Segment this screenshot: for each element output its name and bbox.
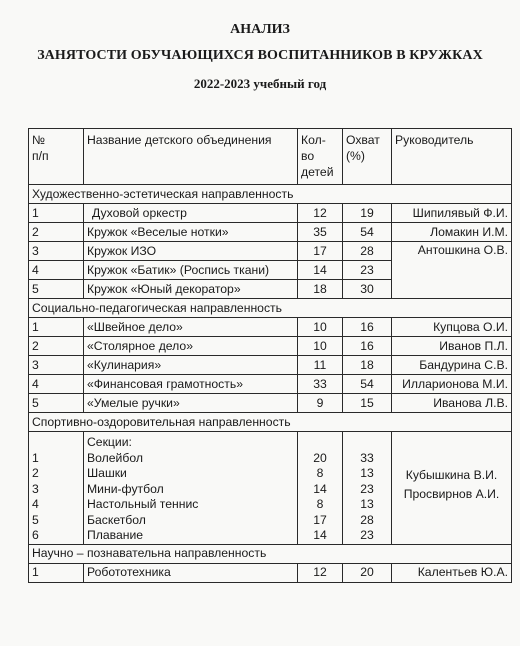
row-number: 2 bbox=[29, 337, 84, 356]
header-number: № п/п bbox=[29, 129, 84, 185]
row-leader: Иванова Л.В. bbox=[392, 394, 512, 413]
section-row bbox=[29, 299, 512, 318]
row-count: 12 bbox=[298, 204, 343, 223]
header-leader: Руководитель bbox=[392, 129, 512, 185]
row-reaches: 33 13 23 13 28 23 bbox=[343, 432, 392, 545]
row-count: 18 bbox=[298, 280, 343, 299]
row-names: Секции: Волейбол Шашки Мини-футбол Настольный теннис Баскетбол Плавание bbox=[84, 432, 298, 545]
row-count: 9 bbox=[298, 394, 343, 413]
section-row bbox=[29, 413, 512, 432]
row-name: Духовой оркестр bbox=[84, 204, 298, 223]
section-row bbox=[29, 185, 512, 204]
table-row bbox=[29, 394, 512, 413]
row-leader: Купцова О.И. bbox=[392, 318, 512, 337]
row-leader: Калентьев Ю.А. bbox=[392, 563, 512, 582]
row-count: 14 bbox=[298, 261, 343, 280]
table-row bbox=[29, 563, 512, 582]
row-number: 4 bbox=[29, 375, 84, 394]
row-reach: 54 bbox=[343, 223, 392, 242]
row-leader: Ломакин И.М. bbox=[392, 223, 512, 242]
row-reach: 20 bbox=[343, 563, 392, 582]
header-count: Кол- во детей bbox=[298, 129, 343, 185]
row-leader: Шипилявый Ф.И. bbox=[392, 204, 512, 223]
school-year: 2022-2023 учебный год bbox=[193, 76, 327, 91]
row-leader: Бандурина С.В. bbox=[392, 356, 512, 375]
row-name: «Умелые ручки» bbox=[84, 394, 298, 413]
row-count: 17 bbox=[298, 242, 343, 261]
row-reach: 16 bbox=[343, 337, 392, 356]
document-title: АНАЛИЗ bbox=[230, 22, 290, 37]
table-row bbox=[29, 318, 512, 337]
row-name: «Швейное дело» bbox=[84, 318, 298, 337]
table-row bbox=[29, 356, 512, 375]
section-row bbox=[29, 544, 512, 563]
row-count: 10 bbox=[298, 318, 343, 337]
row-name: «Столярное дело» bbox=[84, 337, 298, 356]
row-number: 3 bbox=[29, 356, 84, 375]
activity-table bbox=[28, 128, 512, 583]
section-title: Художественно-эстетическая направленность bbox=[29, 185, 512, 204]
row-number: 2 bbox=[29, 223, 84, 242]
section-title: Социально-педагогическая направленность bbox=[29, 299, 512, 318]
header-name: Название детского объединения bbox=[84, 129, 298, 185]
row-name: Кружок «Веселые нотки» bbox=[84, 223, 298, 242]
row-number: 5 bbox=[29, 394, 84, 413]
row-number: 4 bbox=[29, 261, 84, 280]
row-leader: Антошкина О.В. bbox=[392, 242, 512, 299]
table-row bbox=[29, 337, 512, 356]
row-count: 12 bbox=[298, 563, 343, 582]
row-name: «Кулинария» bbox=[84, 356, 298, 375]
table-row bbox=[29, 242, 512, 261]
sports-leaders: Кубышкина В.И. Просвирнов А.И. bbox=[392, 432, 512, 545]
row-count: 33 bbox=[298, 375, 343, 394]
row-number: 1 bbox=[29, 318, 84, 337]
row-number: 5 bbox=[29, 280, 84, 299]
group-label: Секции: bbox=[87, 435, 132, 449]
row-reach: 54 bbox=[343, 375, 392, 394]
row-reach: 28 bbox=[343, 242, 392, 261]
row-numbers: 1 2 3 4 5 6 bbox=[29, 432, 84, 545]
row-reach: 16 bbox=[343, 318, 392, 337]
row-number: 1 bbox=[29, 204, 84, 223]
table-header-row bbox=[29, 129, 512, 185]
table-row bbox=[29, 223, 512, 242]
table-row bbox=[29, 204, 512, 223]
row-leader: Илларионова М.И. bbox=[392, 375, 512, 394]
row-reach: 30 bbox=[343, 280, 392, 299]
row-reach: 18 bbox=[343, 356, 392, 375]
row-name: Кружок ИЗО bbox=[84, 242, 298, 261]
section-title: Спортивно-оздоровительная направленность bbox=[29, 413, 512, 432]
row-reach: 15 bbox=[343, 394, 392, 413]
document-subtitle: ЗАНЯТОСТИ ОБУЧАЮЩИХСЯ ВОСПИТАННИКОВ В КРУЖКАХ bbox=[37, 48, 483, 63]
row-name: Робототехника bbox=[84, 563, 298, 582]
row-count: 10 bbox=[298, 337, 343, 356]
row-reach: 23 bbox=[343, 261, 392, 280]
row-leader: Иванов П.Л. bbox=[392, 337, 512, 356]
row-name: Кружок «Юный декоратор» bbox=[84, 280, 298, 299]
row-count: 35 bbox=[298, 223, 343, 242]
row-number: 1 bbox=[29, 563, 84, 582]
row-name: «Финансовая грамотность» bbox=[84, 375, 298, 394]
row-number: 3 bbox=[29, 242, 84, 261]
section-title: Научно – познавательна направленность bbox=[29, 544, 512, 563]
row-count: 11 bbox=[298, 356, 343, 375]
header-reach: Охват (%) bbox=[343, 129, 392, 185]
row-name: Кружок «Батик» (Роспись ткани) bbox=[84, 261, 298, 280]
sports-sections-block bbox=[29, 432, 512, 545]
row-counts: 20 8 14 8 17 14 bbox=[298, 432, 343, 545]
table-row bbox=[29, 375, 512, 394]
row-reach: 19 bbox=[343, 204, 392, 223]
